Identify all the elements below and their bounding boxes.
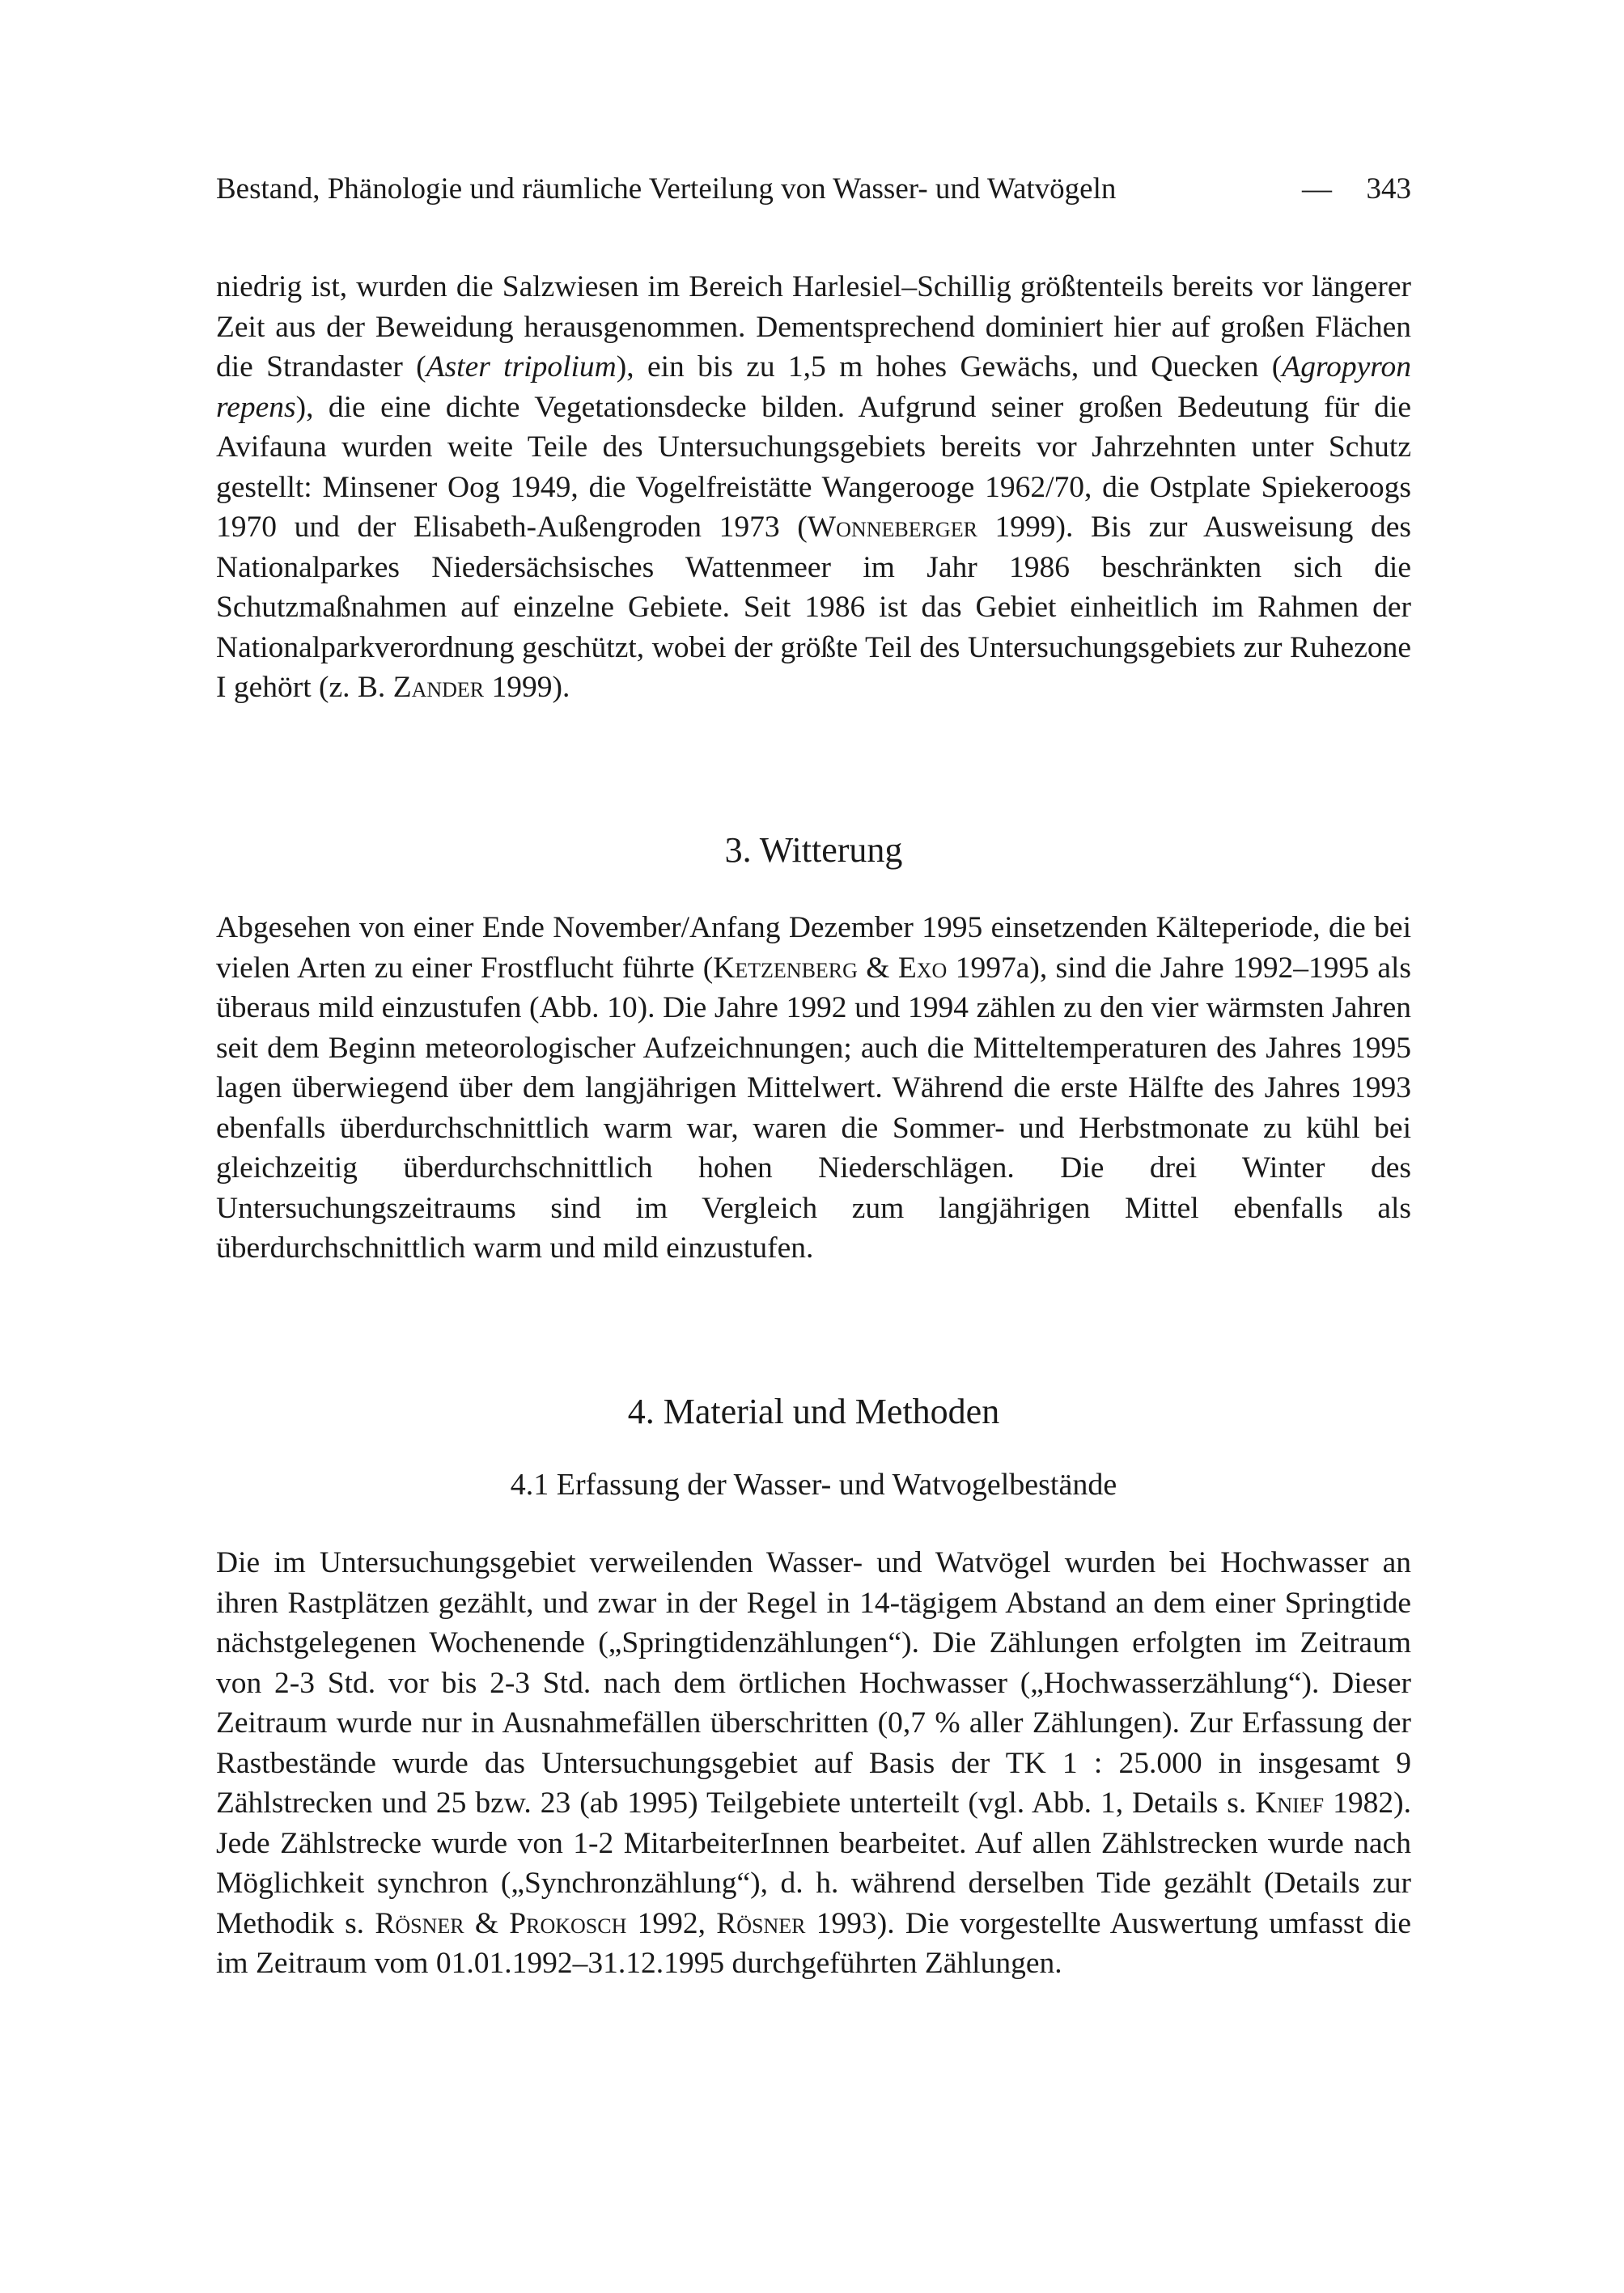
running-head-folio [1302, 170, 1411, 209]
running-head-dash: — [1302, 172, 1332, 206]
running-head-title: Bestand, Phänologie und räumliche Verteilung von Wasser- und Watvögeln [216, 172, 1117, 206]
paragraph-weather [216, 908, 1411, 1269]
page-number: 343 [1366, 172, 1411, 206]
text-span: & [464, 1906, 510, 1940]
text-span: 1999). Bis zur Ausweisung des Nationalparkes Niedersächsisches Wattenmeer im Jahr 1986 beschränkten sich die Schutzmaßnahmen auf einzelne Gebiete. Seit 1986 ist das Gebiet einheitlich im Rahmen der Nationalparkverordnung geschützt, wobei der größte Teil des Untersuchungsgebiets zur Ruhezone I gehört (z. B. [216, 511, 1411, 704]
running-head [216, 170, 1411, 209]
citation-author: Rösner [375, 1906, 464, 1940]
text-span: 1999). [484, 671, 570, 704]
text-span: 1982). Jede Zählstrecke wurde von 1-2 MitarbeiterInnen bearbeitet. Auf allen Zählstrecken wurde nach Möglichkeit synchron („Synchronzählung“), d. h. während derselben Tide gezählt (Details zur Methodik s. [216, 1787, 1411, 1940]
citation-author: Rösner [716, 1906, 806, 1940]
text-span: niedrig ist, wurden die Salzwiesen im Bereich Harlesiel–Schillig größtenteils bereits vor längerer Zeit aus der Beweidung herausgenommen. Dementsprechend dominiert hier auf großen Flächen die Strandaster ( [216, 270, 1411, 384]
paragraph-protection-history [216, 267, 1411, 708]
citation-author: Prokosch [509, 1906, 627, 1940]
citation-author: Exo [897, 951, 948, 985]
text-span: ), ein bis zu 1,5 m hohes Gewächs, und Quecken ( [616, 350, 1283, 384]
text-span: & [857, 951, 898, 985]
section-heading-witterung: 3. Witterung [724, 830, 903, 870]
text-span: 1992, [626, 1906, 717, 1940]
text-span: 1997a), sind die Jahre 1992–1995 als überaus mild einzustufen (Abb. 10). Die Jahre 1992 und 1994 zählen zu den vier wärmsten Jahren seit dem Beginn meteorologischer Aufzeichnungen; auch die Mitteltemperaturen des Jahres 1995 lagen überwiegend über dem langjährigen Mittelwert. Während die erste Hälfte des Jahres 1993 ebenfalls überdurchschnittlich warm war, waren die Sommer- und Herbstmonate zu kühl bei gleichzeitig überdurchschnittlich hohen Niederschlägen. Die drei Winter des Untersuchungszeitraums sind im Vergleich zum langjährigen Mittel ebenfalls als überdurchschnittlich warm und mild einzustufen. [216, 951, 1411, 1265]
citation-author: Ketzenberg [713, 951, 858, 985]
text-span: ), die eine dichte Vegetationsdecke bilden. Aufgrund seiner großen Bedeutung für die Avifauna wurden weite Teile des Untersuchungsgebiets bereits vor Jahrzehnten unter Schutz gestellt: Minsener Oog 1949, die Vogelfreistätte Wangerooge 1962/70, die Ostplate Spiekeroogs 1970 und der Elisabeth-Außengroden 1973 ( [216, 390, 1411, 544]
species-name-italic: Agropyron repens [216, 350, 1411, 424]
section-heading-methods: 4. Material und Methoden [627, 1392, 1000, 1431]
paragraph-methods [216, 1543, 1411, 1984]
subsection-heading-counts: 4.1 Erfassung der Wasser- und Watvogelbestände [510, 1468, 1117, 1502]
text-span: Die im Untersuchungsgebiet verweilenden Wasser- und Watvögel wurden bei Hochwasser an ihren Rastplätzen gezählt, und zwar in der Regel in 14-tägigem Abstand an dem einer Springtide nächstgelegenen Wochenende („Springtidenzählungen“). Die Zählungen erfolgten im Zeitraum von 2-3 Std. vor bis 2-3 Std. nach dem örtlichen Hochwasser („Hochwasserzählung“). Dieser Zeitraum wurde nur in Ausnahmefällen überschritten (0,7 % aller Zählungen). Zur Erfassung der Rastbestände wurde das Untersuchungsgebiet auf Basis der TK 1 : 25.000 in insgesamt 9 Zählstrecken und 25 bzw. 23 (ab 1995) Teilgebiete unterteilt (vgl. Abb. 1, Details s. [216, 1546, 1411, 1820]
citation-author: Zander [392, 671, 485, 704]
text-span: 1993). Die vorgestellte Auswertung umfasst die im Zeitraum vom 01.01.1992–31.12.1995 durchgeführten Zählungen. [216, 1906, 1412, 1980]
species-name-italic: Aster tripolium [426, 350, 617, 384]
text-span: Abgesehen von einer Ende November/Anfang Dezember 1995 einsetzenden Kälteperiode, die bei vielen Arten zu einer Frostflucht führte ( [216, 911, 1411, 985]
citation-author: Wonneberger [807, 511, 977, 544]
citation-author: Knief [1255, 1787, 1325, 1820]
